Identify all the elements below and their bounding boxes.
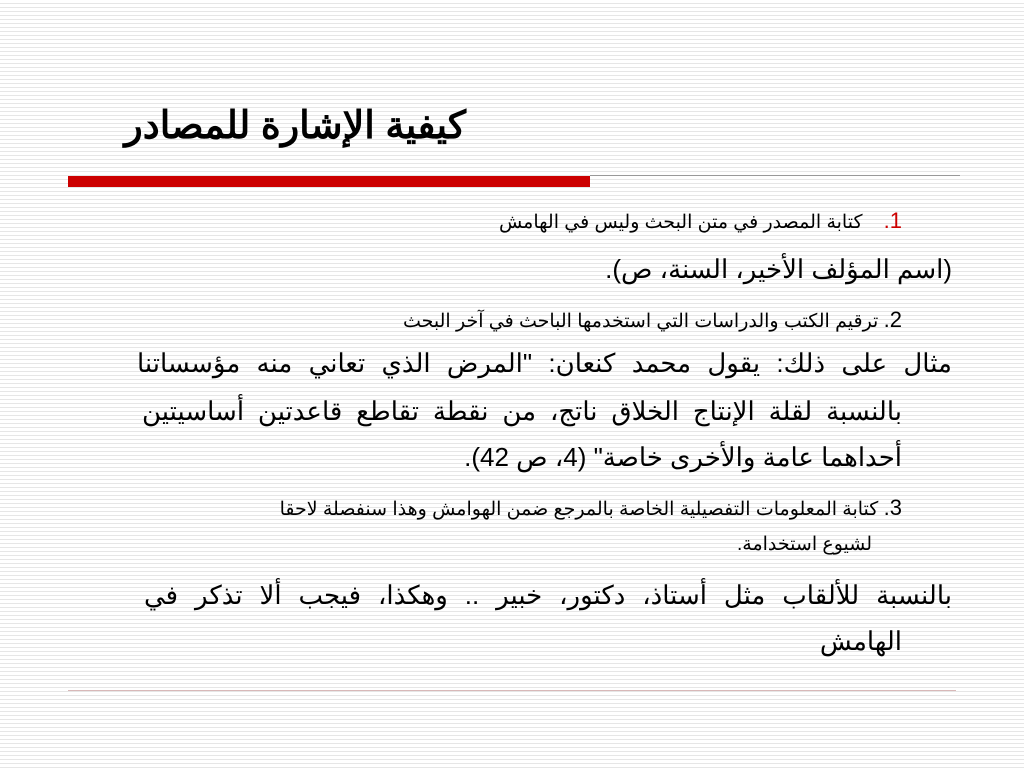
list-item-3-text-line-2: لشيوع استخدامة. bbox=[737, 534, 872, 555]
title-underline-red-bar bbox=[68, 176, 590, 187]
example-line-1: مثال على ذلك: يقول محمد كنعان: "المرض الذي تعاني منه مؤسساتنا bbox=[137, 348, 952, 378]
example-line-3: أحداهما عامة والأخرى خاصة" (4، ص 42). bbox=[464, 442, 902, 472]
footer-rule bbox=[68, 690, 956, 691]
list-item-2-text: ترقيم الكتب والدراسات التي استخدمها الباحث في آخر البحث bbox=[402, 311, 879, 332]
citation-format-line: (اسم المؤلف الأخير، السنة، ص). bbox=[605, 254, 952, 284]
titles-note-line-2: الهامش bbox=[819, 626, 902, 656]
list-item-2 bbox=[403, 307, 902, 333]
list-item-1-number: 1. bbox=[883, 208, 902, 233]
list-item-3-text-line-1: كتابة المعلومات التفصيلية الخاصة بالمرجع ضمن الهوامش وهذا سنفصلة لاحقا bbox=[279, 499, 879, 520]
example-line-2: بالنسبة لقلة الإنتاج الخلاق ناتج، من نقطة تقاطع قاعدتين أساسيتين bbox=[142, 396, 902, 426]
title-underline-rule bbox=[590, 175, 960, 176]
titles-note-line-1: بالنسبة للألقاب مثل أستاذ، دكتور، خبير .. وهكذا، فيجب ألا تذكر في bbox=[144, 580, 952, 610]
slide-title: كيفية الإشارة للمصادر bbox=[124, 105, 466, 147]
list-item-3 bbox=[280, 495, 902, 521]
list-item-1-text: كتابة المصدر في متن البحث وليس في الهامش bbox=[498, 212, 863, 233]
list-item-3-number: 3. bbox=[883, 495, 902, 520]
list-item-1 bbox=[499, 208, 902, 234]
list-item-2-number: 2. bbox=[883, 307, 902, 332]
